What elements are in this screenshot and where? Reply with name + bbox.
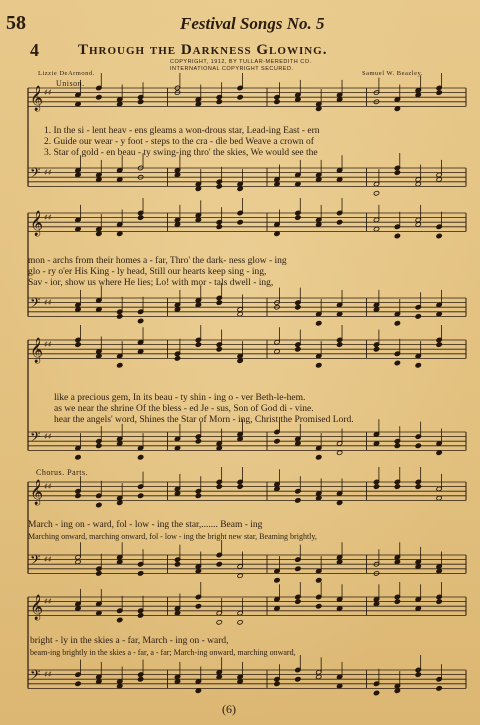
- svg-text:𝄢: 𝄢: [30, 667, 41, 686]
- svg-text:𝄞: 𝄞: [30, 595, 44, 620]
- lyric-line: mon - archs from their homes a - far, Thro' the dark- ness glow - ing: [28, 256, 287, 266]
- svg-text:♯♯: ♯♯: [44, 432, 52, 441]
- running-title: Festival Songs No. 5: [180, 14, 325, 33]
- lyric-line: beam-ing brightly in the skies a - far, a - far; March-ing onward, marching onward,: [30, 648, 296, 657]
- lyric-line: 2. Guide our wear - y foot - steps to the cra - dle bed Weave a crown of: [44, 137, 314, 147]
- lyric-line: bright - ly in the skies a - far, March - ing on - ward,: [30, 636, 229, 646]
- svg-text:𝄞: 𝄞: [30, 211, 44, 236]
- lyric-line: 3. Star of gold - en beau - ty swing-ing thro' the skies, We would see the: [44, 148, 318, 158]
- copyright-notice: INTERNATIONAL COPYRIGHT SECURED.: [170, 66, 294, 72]
- svg-text:♯♯: ♯♯: [44, 168, 52, 177]
- lyric-line: Sav - ior, show us where He lies; Lo! with mor - tals dwell - ing,: [28, 278, 274, 288]
- svg-text:♯♯: ♯♯: [44, 340, 52, 349]
- lyricist-credit: Lizzie DeArmond.: [38, 70, 95, 77]
- section-label-chorus: Chorus. Parts.: [36, 468, 89, 477]
- svg-text:♯♯: ♯♯: [44, 555, 52, 564]
- svg-text:♯♯: ♯♯: [44, 213, 52, 222]
- svg-text:𝄢: 𝄢: [30, 429, 41, 448]
- lyric-line: like a precious gem, In its beau - ty shin - ing o - ver Beth-le-hem.: [54, 393, 306, 403]
- svg-text:♯♯: ♯♯: [44, 298, 52, 307]
- page-marker: (6): [222, 702, 236, 716]
- lyric-line: as we near the shrine Of the bless - ed Je - sus, Son of God di - vine.: [54, 404, 314, 414]
- composer-credit: Samuel W. Beazley.: [362, 70, 423, 77]
- lyric-line: glo - ry o'er His King - ly head, Still our hearts keep sing - ing,: [28, 267, 267, 277]
- svg-text:♯♯: ♯♯: [44, 670, 52, 679]
- lyric-line: March - ing on - ward, fol - low - ing the star,....... Beam - ing: [28, 520, 263, 530]
- song-number: 4: [30, 40, 39, 60]
- svg-text:♯♯: ♯♯: [44, 597, 52, 606]
- song-title: Through the Darkness Glowing.: [78, 42, 328, 58]
- svg-text:𝄞: 𝄞: [30, 338, 44, 363]
- section-label-unison: Unison.: [56, 79, 85, 88]
- svg-text:♯♯: ♯♯: [44, 88, 52, 97]
- svg-text:♯♯: ♯♯: [44, 482, 52, 491]
- svg-text:𝄞: 𝄞: [30, 86, 44, 111]
- lyric-line: hear the angels' word, Shines the Star of Morn - ing, Christ the Promised Lord.: [54, 415, 354, 425]
- svg-text:𝄢: 𝄢: [30, 165, 41, 184]
- copyright-line: COPYRIGHT, 1912, BY TULLAR-MEREDITH CO.: [170, 59, 312, 65]
- svg-text:𝄢: 𝄢: [30, 552, 41, 571]
- page-number: 58: [6, 12, 26, 34]
- lyric-line: Marching onward, marching onward, fol - low - ing the bright new star, Beaming brightly,: [28, 532, 317, 541]
- svg-text:𝄞: 𝄞: [30, 480, 44, 505]
- svg-text:𝄢: 𝄢: [30, 295, 41, 314]
- lyric-line: 1. In the si - lent heav - ens gleams a won-drous star, Lead-ing East - ern: [44, 126, 320, 136]
